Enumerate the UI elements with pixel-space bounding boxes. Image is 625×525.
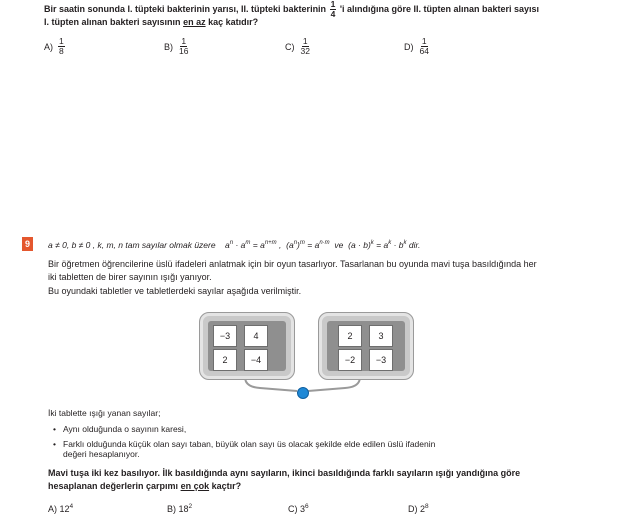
option-letter: D) xyxy=(404,41,414,52)
option-letter: A) xyxy=(44,41,53,52)
option-exponent: 8 xyxy=(425,503,429,510)
fraction-denominator: 8 xyxy=(59,46,64,56)
one-quarter-fraction xyxy=(330,0,337,19)
tablet-number-cell: 2 xyxy=(338,325,362,347)
blue-button[interactable] xyxy=(297,387,309,399)
prev-question-emphasis: en az xyxy=(183,17,206,27)
formula-and: ve xyxy=(334,240,344,250)
formula-conditions: a ≠ 0, b ≠ 0 , k, m, n tam sayılar olmak üzere xyxy=(48,240,216,250)
rule-same-numbers: • Aynı olduğunda o sayının karesi, xyxy=(48,424,608,434)
q9-option-b[interactable] xyxy=(167,501,192,515)
option-fraction xyxy=(419,37,430,56)
rule-different-line2: değeri hesaplanıyor. xyxy=(63,449,140,459)
fraction-denominator: 4 xyxy=(330,9,336,19)
fraction-numerator: 1 xyxy=(302,36,308,46)
fraction-numerator: 1 xyxy=(181,36,187,46)
option-exponent: 4 xyxy=(69,503,74,510)
rule-different-numbers xyxy=(48,439,608,459)
option-fraction xyxy=(178,37,189,56)
tablet-number-cell: 2 xyxy=(213,349,237,371)
prev-question-line1-start: Bir saatin sonunda I. tüpteki bakterinin yarısı, II. tüpteki bakterinin xyxy=(44,3,327,14)
fraction-numerator: 1 xyxy=(330,0,336,9)
rule-intro: İki tablette ışığı yanan sayılar; xyxy=(48,408,161,418)
option-base: 2 xyxy=(420,504,426,514)
formula-power-rule: $(a^n)^m = a^{n\cdot m}$ xyxy=(286,240,330,250)
prev-option-a[interactable] xyxy=(44,37,66,56)
left-tablet-screen xyxy=(208,321,286,371)
q9-question-emphasis: en çok xyxy=(180,481,210,491)
q9-option-d[interactable] xyxy=(408,501,429,515)
q9-question-line1: Mavi tuşa iki kez basılıyor. İlk basıldığında aynı sayıların, ikinci basıldığında farklı sayıların ışığı yandığına göre xyxy=(48,468,521,478)
option-fraction xyxy=(58,37,65,56)
formula-product-rule: $a^n \cdot a^m = a^{n+m}$ xyxy=(225,240,277,250)
rule-different-line1: Farklı olduğunda küçük olan sayı taban, büyük olan sayı üs olacak şekilde elde edilen üslü ifadenin xyxy=(63,439,436,449)
option-exponent: 2 xyxy=(188,503,193,510)
tablet-number-cell: −3 xyxy=(369,349,393,371)
option-fraction xyxy=(300,37,311,56)
option-letter: D) xyxy=(408,504,418,514)
q9-paragraph-line2: iki tabletten de birer sayının ışığı yanıyor. xyxy=(48,272,212,282)
option-letter: B) xyxy=(164,41,173,52)
prev-question-line2-end: kaç katıdır? xyxy=(208,17,259,27)
fraction-numerator: 1 xyxy=(59,36,64,46)
right-tablet xyxy=(318,312,414,380)
prev-option-b[interactable] xyxy=(164,37,190,56)
q9-question-line2-start: hesaplanan değerlerin çarpımı xyxy=(48,481,179,491)
fraction-numerator: 1 xyxy=(421,36,427,46)
prev-question-line2-start: I. tüpten alınan bakteri sayısının xyxy=(44,17,181,27)
q9-question-line2 xyxy=(48,481,241,492)
tablet-number-cell: 3 xyxy=(369,325,393,347)
prev-option-d[interactable] xyxy=(404,37,431,56)
option-letter: C) xyxy=(288,504,298,514)
tablet-number-cell: −3 xyxy=(213,325,237,347)
prev-option-c[interactable] xyxy=(285,37,312,56)
formula-distributive-rule: $(a \cdot b)^k = a^k \cdot b^k$ dir. xyxy=(348,240,421,250)
option-base: 18 xyxy=(178,504,189,514)
option-letter: B) xyxy=(167,504,176,514)
option-letter: A) xyxy=(48,504,57,514)
exponent-rules-formula xyxy=(48,240,420,250)
q9-option-a[interactable] xyxy=(48,501,73,515)
rule-list xyxy=(48,424,608,459)
question-number-badge: 9 xyxy=(22,237,33,251)
q9-paragraph-line1: Bir öğretmen öğrencilerine üslü ifadeleri anlatmak için bir oyun tasarlıyor. Tasarlanan bu oyunda mavi tuşa basıldığında her xyxy=(48,259,537,269)
prev-question-line1-end: 'i alındığına göre II. tüpten alınan bakteri sayısı xyxy=(339,3,540,14)
fraction-denominator: 32 xyxy=(300,46,310,56)
fraction-denominator: 16 xyxy=(179,46,189,56)
tablet-number-cell: 4 xyxy=(244,325,268,347)
q9-paragraph-line3: Bu oyundaki tabletler ve tabletlerdeki sayılar aşağıda verilmiştir. xyxy=(48,286,302,296)
tablet-number-cell: −4 xyxy=(244,349,268,371)
q9-question-line2-end: kaçtır? xyxy=(211,481,242,491)
prev-question-line2 xyxy=(44,17,258,28)
tablet-number-cell: −2 xyxy=(338,349,362,371)
option-letter: C) xyxy=(285,41,295,52)
option-exponent: 6 xyxy=(305,503,309,510)
fraction-denominator: 64 xyxy=(419,46,429,56)
formula-separator: , xyxy=(276,240,282,250)
option-base: 12 xyxy=(59,504,70,514)
q9-option-c[interactable] xyxy=(288,501,309,515)
right-tablet-screen xyxy=(327,321,405,371)
option-base: 3 xyxy=(300,504,306,514)
left-tablet xyxy=(199,312,295,380)
